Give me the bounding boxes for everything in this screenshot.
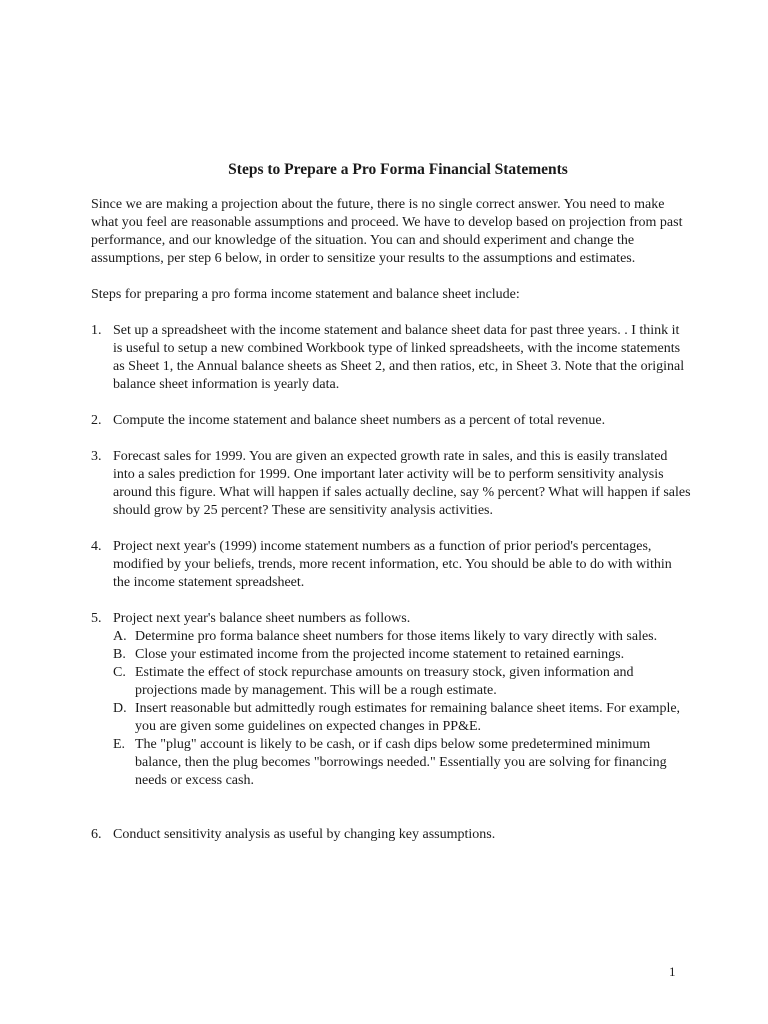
sub-step-text: Determine pro forma balance sheet numbers for those items likely to vary directly with sales. — [135, 629, 658, 644]
steps-list — [91, 322, 691, 844]
sub-step-text: Estimate the effect of stock repurchase amounts on treasury stock, given information and projections made by management. This will be a rough estimate. — [135, 665, 634, 698]
step-number: 3. — [91, 449, 102, 464]
sub-step-d — [113, 700, 691, 736]
sub-steps-list — [113, 628, 691, 790]
sub-step-a — [113, 628, 691, 646]
sub-step-letter: A. — [113, 629, 127, 644]
step-text: Project next year's balance sheet numbers as follows. — [113, 611, 411, 626]
sub-step-text: Close your estimated income from the projected income statement to retained earnings. — [135, 647, 625, 662]
steps-lead: Steps for preparing a pro forma income statement and balance sheet include: — [91, 287, 520, 302]
sub-step-e — [113, 736, 691, 790]
step-text: Compute the income statement and balance sheet numbers as a percent of total revenue. — [113, 413, 606, 428]
sub-step-letter: E. — [113, 737, 126, 752]
step-text: Forecast sales for 1999. You are given an expected growth rate in sales, and this is easily translated into a sales prediction for 1999. One important later activity will be to perform sensitivity analysis around this figure. What will happen if sales actually decline, say % percent? What will happen if sales should grow by 25 percent? These are sensitivity analysis activities. — [113, 449, 691, 518]
page-number: 1 — [669, 964, 676, 979]
sub-step-letter: B. — [113, 647, 126, 662]
step-3 — [91, 448, 691, 520]
step-number: 5. — [91, 611, 102, 626]
sub-step-b — [113, 646, 691, 664]
sub-step-text: The "plug" account is likely to be cash, or if cash dips below some predetermined minimum balance, then the plug becomes "borrowings needed." Essentially you are solving for financing needs or excess cash. — [135, 737, 667, 788]
step-number: 4. — [91, 539, 102, 554]
step-number: 6. — [91, 827, 102, 842]
step-number: 1. — [91, 323, 102, 338]
sub-step-c — [113, 664, 691, 700]
document-title: Steps to Prepare a Pro Forma Financial Statements — [228, 161, 568, 178]
step-text: Project next year's (1999) income statement numbers as a function of prior period's percentages, modified by your beliefs, trends, more recent information, etc. You should be able to do with within the income statement spreadsheet. — [113, 539, 672, 590]
sub-step-letter: C. — [113, 665, 126, 680]
intro-paragraph: Since we are making a projection about the future, there is no single correct answer. You need to make what you feel are reasonable assumptions and proceed. We have to develop based on projection from past performance, and our knowledge of the situation. You can and should experiment and change the assumptions, per step 6 below, in order to sensitize your results to the assumptions and estimates. — [91, 197, 683, 266]
step-5 — [91, 610, 691, 808]
spacer — [113, 790, 691, 808]
step-text: Set up a spreadsheet with the income statement and balance sheet data for past three years. . I think it is useful to setup a new combined Workbook type of linked spreadsheets, with the income statements as Sheet 1, the Annual balance sheets as Sheet 2, and then ratios, etc, in Sheet 3. Note that the original balance sheet information is yearly data. — [113, 323, 685, 392]
sub-step-text: Insert reasonable but admittedly rough estimates for remaining balance sheet items. For example, you are given some guidelines on expected changes in PP&E. — [135, 701, 681, 734]
step-2 — [91, 412, 691, 430]
step-number: 2. — [91, 413, 102, 428]
step-1 — [91, 322, 691, 394]
step-4 — [91, 538, 691, 592]
sub-step-letter: D. — [113, 701, 127, 716]
step-text: Conduct sensitivity analysis as useful by changing key assumptions. — [113, 827, 496, 842]
page-body — [91, 160, 691, 862]
step-6 — [91, 826, 691, 844]
